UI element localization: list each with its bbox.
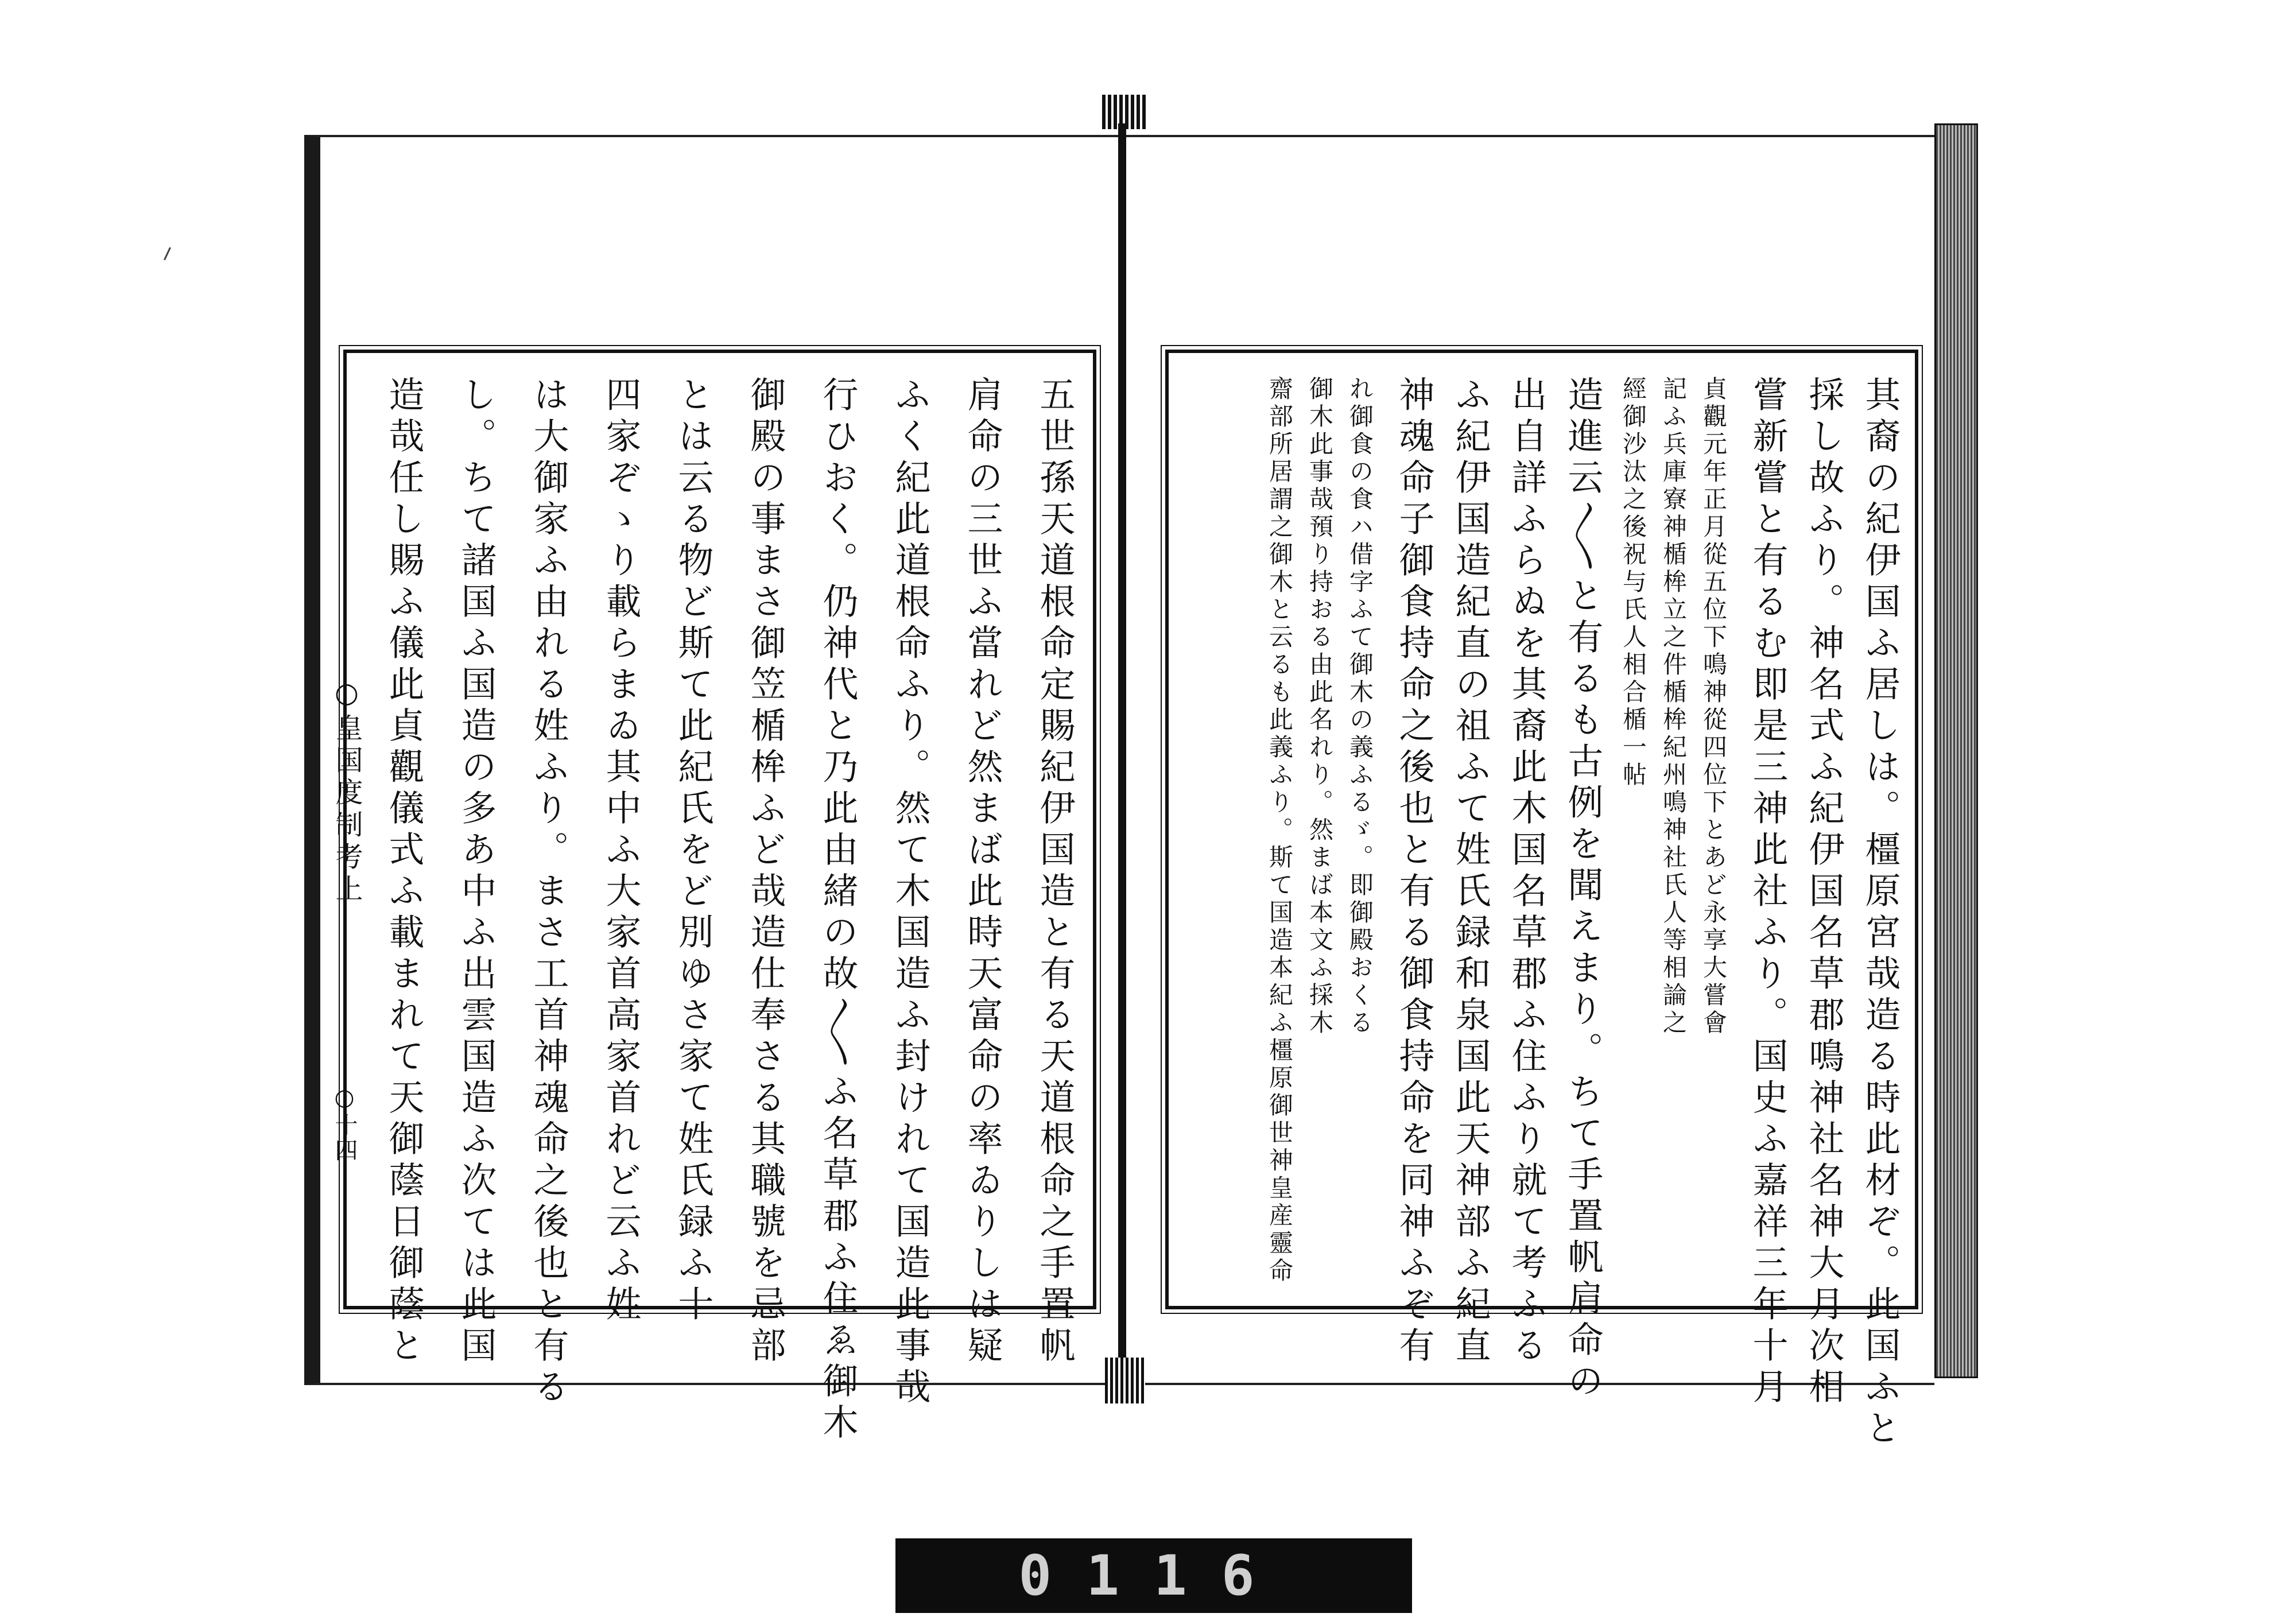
left-page bbox=[304, 135, 1135, 1445]
left-column-4: 行ひおく。仍神代と乃此由緒の故〳〵ふ名草郡ふ住ゑ御木 bbox=[817, 376, 859, 1445]
stamp-number: 0116 bbox=[1018, 1544, 1289, 1608]
archive-stamp bbox=[895, 1538, 1412, 1613]
stray-mark bbox=[164, 247, 171, 260]
right-column-7: 造進云〳〵と有るも古例を聞えまり。ちて手置帆肩命の bbox=[1562, 376, 1604, 1403]
left-column-6: とは云る物ど斯て此紀氏をど別ゆさ家て姓氏録ふ十 bbox=[672, 376, 714, 1327]
right-column-13: 齋部所居謂之御木と云るも此義ふり。斯て国造本紀ふ橿原御世神皇産靈命 bbox=[1266, 376, 1294, 1285]
right-column-1: 其裔の紀伊国ふ居しは。橿原宮哉造る時此材ぞ。此国ふと bbox=[1859, 376, 1901, 1451]
right-column-6: 經御沙汰之後祝与氏人相合楯一帖 bbox=[1619, 376, 1647, 789]
right-column-12: 御木此事哉預り持おる由此名れり。然まば本文ふ採木 bbox=[1306, 376, 1334, 1037]
right-text-frame bbox=[1165, 350, 1918, 1451]
left-column-1: 五世孫天道根命定賜紀伊国造と有る天道根命之手置帆 bbox=[1034, 376, 1076, 1368]
left-column-10: 造哉任し賜ふ儀此貞觀儀式ふ載まれて天御蔭日御蔭と bbox=[383, 376, 425, 1368]
page-edge-stack bbox=[1934, 123, 1978, 1378]
left-column-9: し。ちて諸国ふ国造の多あ中ふ出雲国造ふ次ては此国 bbox=[455, 376, 497, 1368]
running-title: ○皇国度制考上 bbox=[331, 677, 363, 906]
right-column-2: 採し故ふり。神名式ふ紀伊国名草郡鳴神社名神大月次相 bbox=[1803, 376, 1845, 1409]
left-text-frame bbox=[343, 350, 1096, 1445]
right-column-10: 神魂命子御食持命之後也と有る御食持命を同神ふぞ有 bbox=[1393, 376, 1435, 1368]
right-column-3: 嘗新嘗と有るむ即是三神此社ふり。国史ふ嘉祥三年十月 bbox=[1747, 376, 1789, 1409]
right-column-9: ふ紀伊国造紀直の祖ふて姓氏録和泉国此天神部ふ紀直 bbox=[1449, 376, 1491, 1368]
spine-bottom-binding bbox=[1105, 1358, 1145, 1403]
right-column-5: 記ふ兵庫寮神楯桙立之件楯桙紀州鳴神社氏人等相論之 bbox=[1659, 376, 1688, 1037]
left-column-5: 御殿の事まさ御笠楯桙ふど哉造仕奉さる其職號を忌部 bbox=[744, 376, 786, 1368]
right-page bbox=[1131, 135, 1934, 1451]
right-column-4: 貞觀元年正月從五位下鳴神從四位下とあど永享大嘗會 bbox=[1700, 376, 1728, 1037]
left-column-2: 肩命の三世ふ當れど然まば此時天富命の率ゐりしは疑 bbox=[961, 376, 1003, 1368]
left-column-7: 四家ぞゝり載らまゐ其中ふ大家首高家首れど云ふ姓 bbox=[600, 376, 642, 1327]
page-number: ○十四 bbox=[331, 1084, 358, 1164]
book-spread bbox=[304, 123, 1969, 1451]
left-column-3: ふく紀此道根命ふり。然て木国造ふ封けれて国造此事哉 bbox=[889, 376, 931, 1409]
right-column-11: れ御食の食ハ借字ふて御木の義ふるゞ。即御殿おくる bbox=[1346, 376, 1374, 1037]
book-spine bbox=[1118, 123, 1126, 1375]
right-column-8: 出自詳ふらぬを其裔此木国名草郡ふ住ふり就て考ふる bbox=[1506, 376, 1548, 1368]
left-column-8: は大御家ふ由れる姓ふり。まさ工首神魂命之後也と有る bbox=[528, 376, 569, 1409]
